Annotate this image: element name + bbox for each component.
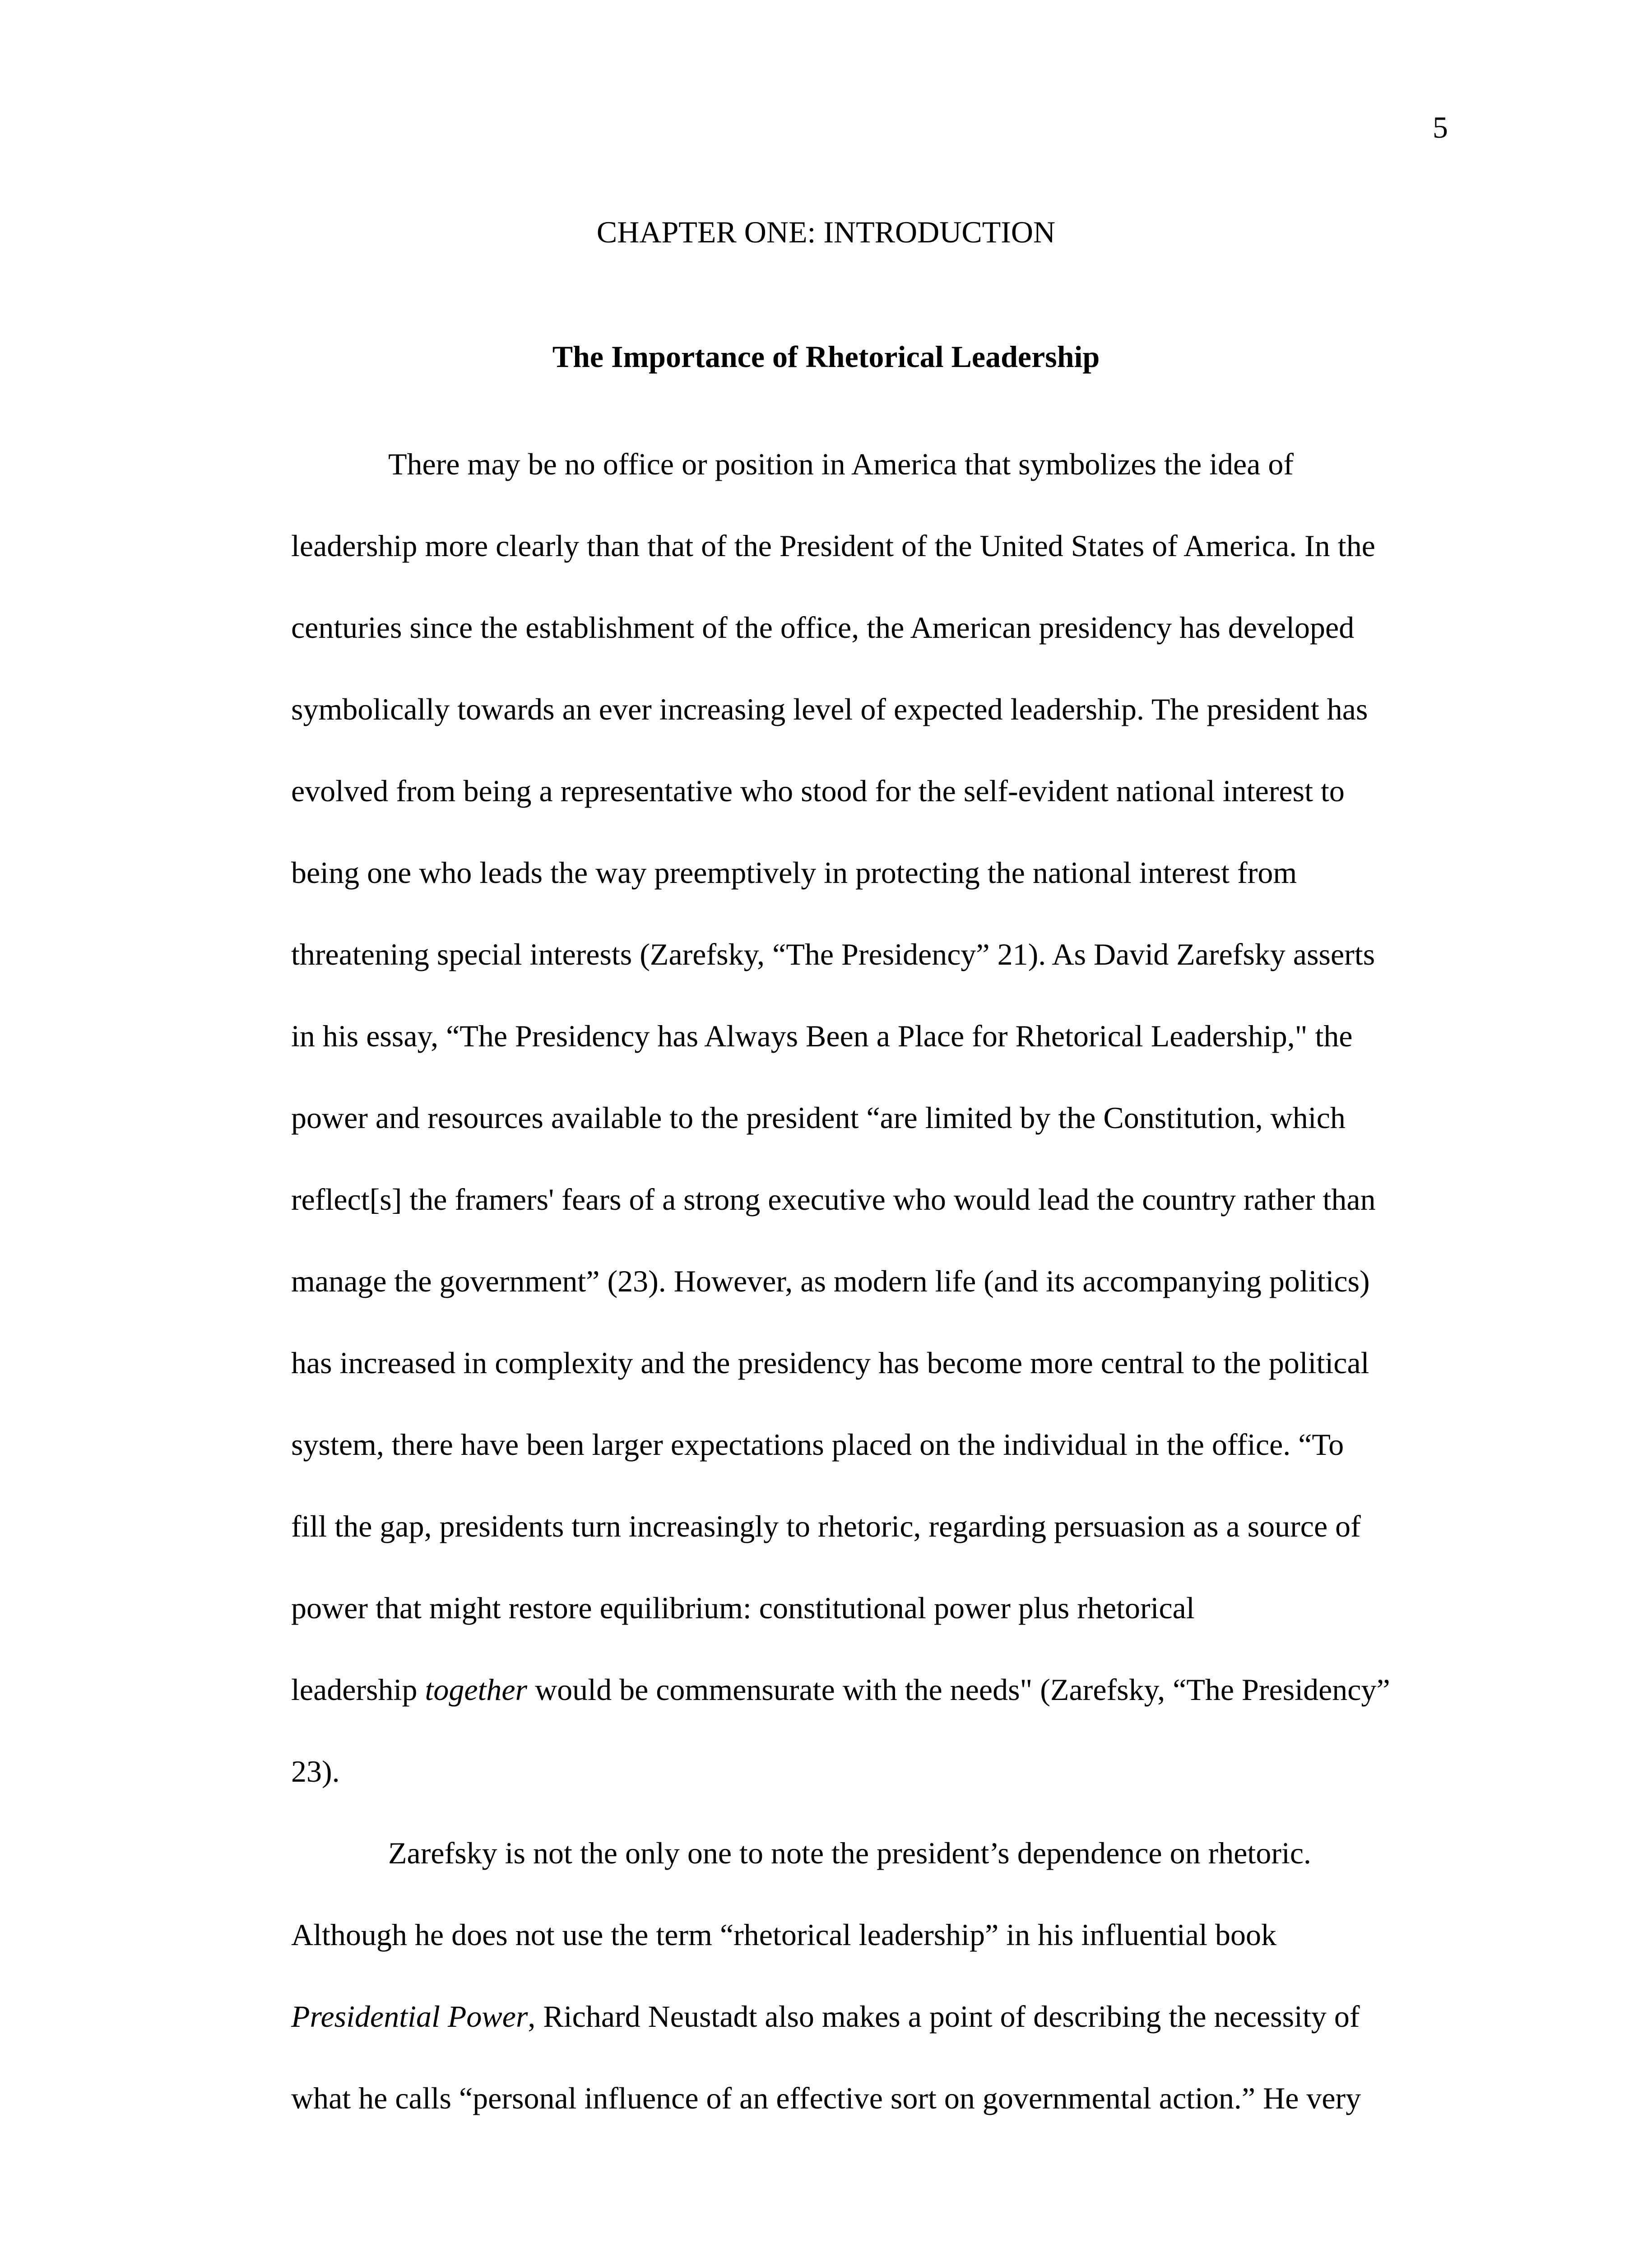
text-line: Although he does not use the term “rhetorical leadership” in his influential book xyxy=(291,1918,1276,1952)
text-line: symbolically towards an ever increasing level of expected leadership. The president has xyxy=(291,692,1368,726)
text-line xyxy=(194,1976,1457,2057)
text-line: power and resources available to the president “are limited by the Constitution, which xyxy=(291,1101,1346,1135)
text-run: would be commensurate with the needs" (Zarefsky, “The Presidency” xyxy=(527,1672,1390,1707)
text-line: system, there have been larger expectations placed on the individual in the office. “To xyxy=(291,1427,1344,1462)
text-line: There may be no office or position in America that symbolizes the idea of xyxy=(388,447,1294,481)
text-line: Zarefsky is not the only one to note the president’s dependence on rhetoric. xyxy=(388,1836,1312,1870)
text-run: , Richard Neustadt also makes a point of describing the necessity of xyxy=(528,1999,1360,2034)
body-text xyxy=(291,423,1457,2139)
paragraph-2 xyxy=(291,1812,1457,2139)
text-line: has increased in complexity and the presidency has become more central to the political xyxy=(291,1346,1369,1380)
text-line: in his essay, “The Presidency has Always Been a Place for Rhetorical Leadership," the xyxy=(291,1019,1353,1053)
text-line: reflect[s] the framers' fears of a strong executive who would lead the country rather than xyxy=(291,1182,1376,1217)
text-line: power that might restore equilibrium: constitutional power plus rhetorical xyxy=(291,1591,1195,1625)
text-line: leadership more clearly than that of the President of the United States of America. In the xyxy=(291,529,1375,563)
text-line: threatening special interests (Zarefsky, “The Presidency” 21). As David Zarefsky asserts xyxy=(291,937,1375,971)
text-line: centuries since the establishment of the office, the American presidency has developed xyxy=(291,610,1355,645)
section-heading: The Importance of Rhetorical Leadership xyxy=(552,339,1100,374)
text-run: leadership xyxy=(291,1672,425,1707)
page-number: 5 xyxy=(1433,110,1448,144)
paragraph-1 xyxy=(291,423,1457,1812)
text-line: what he calls “personal influence of an effective sort on governmental action.” He very xyxy=(291,2081,1361,2115)
chapter-title: CHAPTER ONE: INTRODUCTION xyxy=(596,215,1056,249)
text-line: being one who leads the way preemptively in protecting the national interest from xyxy=(291,855,1297,890)
italic-emphasis: together xyxy=(425,1672,528,1707)
text-line: 23). xyxy=(291,1754,340,1788)
book-title: Presidential Power xyxy=(291,1999,528,2034)
text-line: evolved from being a representative who stood for the self-evident national interest to xyxy=(291,774,1345,808)
text-line: manage the government” (23). However, as modern life (and its accompanying politics) xyxy=(291,1264,1370,1298)
text-line: fill the gap, presidents turn increasingly to rhetoric, regarding persuasion as a source of xyxy=(291,1509,1361,1543)
text-line xyxy=(194,1649,1457,1731)
